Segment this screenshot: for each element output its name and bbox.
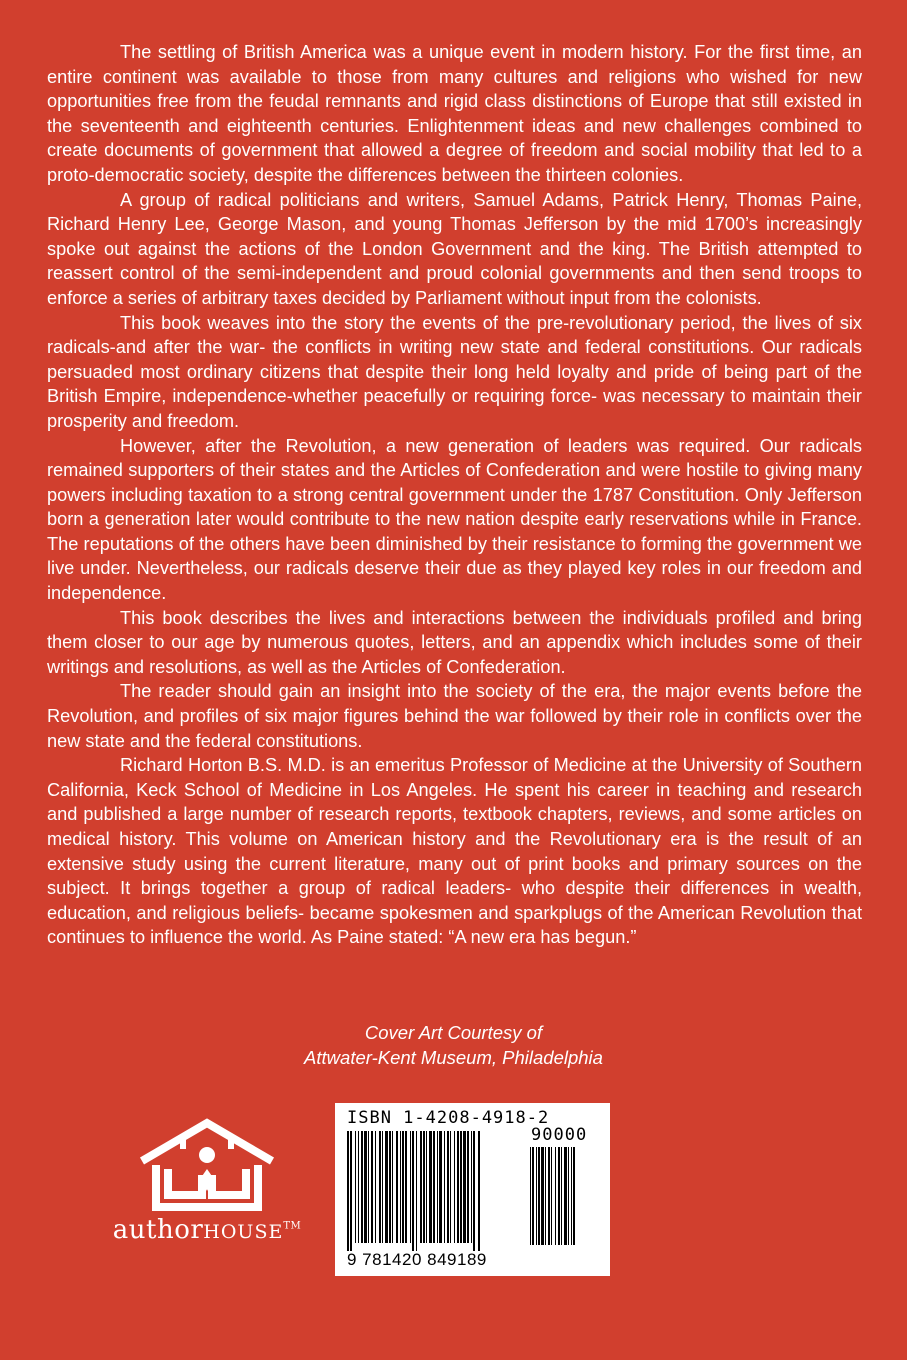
price-code: 90000 [531,1125,588,1145]
wordmark-author: author [112,1215,204,1245]
back-cover-blurb [47,40,862,950]
cover-art-credit [0,1020,907,1070]
house-book-icon [136,1115,278,1213]
isbn-barcode [335,1103,610,1276]
blurb-paragraph-3: This book weaves into the story the events of the pre-revolutionary period, the lives of six radicals-and after the war- the conflicts in writing new state and federal constitutions. Our radicals persuaded most ordinary citizens that despite their long held loyalty and pride of being part of the British Empire, independence-whether peacefully or requiring force- was necessary to maintain their prosperity and freedom. [47,312,862,431]
ean-barcode-bars [347,1131,527,1251]
wordmark-house: HOUSE [203,1221,284,1243]
ean-digits: 9 781420 849189 [347,1250,487,1269]
blurb-paragraph-7: Richard Horton B.S. M.D. is an emeritus Professor of Medicine at the University of Southern California, Keck School of Medicine in Los Angeles. He spent his career in teaching and research and published a large number of research reports, textbook chapters, reviews, and some articles on medical history. This volume on American history and the Revolutionary era is the result of an extensive study using the current literature, many out of print books and primary sources on the subject. It brings together a group of radical leaders- who despite their differences in wealth, education, and religious beliefs- became spokesmen and sparkplugs of the American Revolution that continues to influence the world. As Paine stated: “A new era has begun.” [47,755,862,948]
blurb-paragraph-1: The settling of British America was a unique event in modern history. For the first time, an entire continent was available to those from many cultures and religions who wished for new opportunities free from the feudal remnants and rigid class distinctions of Europe that still existed in the seventeenth and eighteenth centuries. Enlightenment ideas and new challenges combined to create documents of government that allowed a degree of freedom and social mobility that led to a proto-democratic society, despite the differences between the thirteen colonies. [47,42,862,185]
credit-line-2: Attwater-Kent Museum, Philadelphia [304,1047,603,1068]
blurb-paragraph-6: The reader should gain an insight into the society of the era, the major events before the Revolution, and profiles of six major figures behind the war followed by their role in conflicts over the new state and the federal constitutions. [47,681,862,751]
authorhouse-logo [92,1115,322,1265]
trademark-symbol: TM [283,1220,302,1232]
credit-line-1: Cover Art Courtesy of [364,1022,543,1043]
addon-barcode-bars [530,1147,600,1247]
authorhouse-wordmark [92,1215,322,1245]
blurb-paragraph-4: However, after the Revolution, a new generation of leaders was required. Our radicals remained supporters of their states and the Articles of Confederation and were hostile to giving many powers including taxation to a strong central government under the 1787 Constitution. Only Jefferson born a generation later would contribute to the new nation despite early reservations while in France. The reputations of the others have been diminished by their resistance to forming the government we live under. Nevertheless, our radicals deserve their due as they played key roles in our freedom and independence. [47,435,862,604]
blurb-paragraph-2: A group of radical politicians and writers, Samuel Adams, Patrick Henry, Thomas Paine, Richard Henry Lee, George Mason, and young Thomas Jefferson by the mid 1700’s increasingly spoke out against the actions of the London Government and the king. The British attempted to reassert control of the semi-independent and proud colonial governments and then send troops to enforce a series of arbitrary taxes decided by Parliament without input from the colonists. [47,189,862,308]
blurb-paragraph-5: This book describes the lives and interactions between the individuals profiled and bring them closer to our age by numerous quotes, letters, and an appendix which includes some of their writings and resolutions, as well as the Articles of Confederation. [47,607,862,677]
isbn-text: ISBN 1-4208-4918-2 [347,1108,550,1128]
